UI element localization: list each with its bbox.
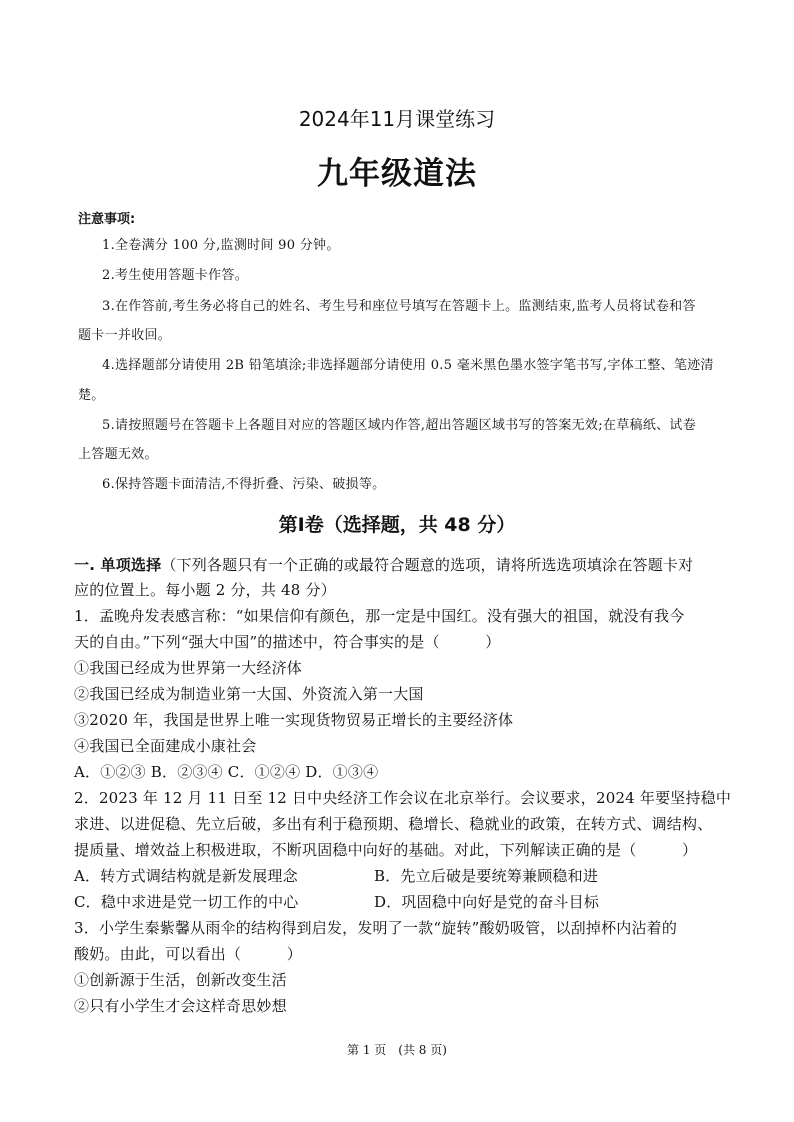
notice-line-5: 5.请按照题号在答题卡上各题目对应的答题区域内作答,超出答题区域书写的答案无效;在草稿纸、试卷 bbox=[102, 418, 697, 433]
q1-option-2: ②我国已经成为制造业第一大国、外资流入第一大国 bbox=[74, 685, 424, 703]
part1-instruction: （下列各题只有一个正确的或最符合题意的选项，请将所选选项填涂在答题卡对 bbox=[161, 556, 694, 574]
q1-option-3: ③2020 年，我国是世界上唯一实现货物贸易正增长的主要经济体 bbox=[74, 711, 514, 729]
notice-line-3-cont: 题卡一并收回。 bbox=[78, 328, 172, 343]
notice-line-1: 1.全卷满分 100 分,监测时间 90 分钟。 bbox=[102, 238, 340, 253]
q2-stem-line-3: 提质量、增效益上积极进取，不断巩固稳中向好的基础。对此，下列解读正确的是（ ） bbox=[74, 841, 698, 859]
exam-subtitle: 2024年11月课堂练习 bbox=[298, 107, 496, 131]
notice-line-6: 6.保持答题卡面清洁,不得折叠、污染、破损等。 bbox=[102, 477, 386, 492]
q1-stem-line-2: 天的自由。”下列“强大中国”的描述中，符合事实的是（ ） bbox=[74, 633, 501, 651]
section-title: 第Ⅰ卷（选择题，共 48 分） bbox=[278, 514, 516, 536]
q3-stem-line-2: 酸奶。由此，可以看出（ ） bbox=[74, 945, 303, 963]
exam-title: 九年级道法 bbox=[317, 156, 477, 192]
q3-stem-line-1: 3．小学生秦紫馨从雨伞的结构得到启发，发明了一款“旋转”酸奶吸管，以刮掉杯内沾着的 bbox=[74, 919, 678, 937]
q1-option-4: ④我国已全面建成小康社会 bbox=[74, 737, 257, 755]
q3-option-2: ②只有小学生才会这样奇思妙想 bbox=[74, 997, 287, 1015]
q1-option-1: ①我国已经成为世界第一大经济体 bbox=[74, 659, 303, 677]
part1-instruction-line-1 bbox=[74, 555, 693, 575]
part1-instruction-line-2: 应的位置上。每小题 2 分，共 48 分） bbox=[74, 581, 336, 599]
notice-line-3: 3.在作答前,考生务必将自己的姓名、考生号和座位号填写在答题卡上。监测结束,监考人员将试卷和答 bbox=[102, 299, 696, 314]
part1-heading: 一. 单项选择 bbox=[74, 556, 162, 574]
q1-stem-line-1: 1．孟晚舟发表感言称：“如果信仰有颜色，那一定是中国红。没有强大的祖国，就没有我今 bbox=[74, 607, 685, 625]
notice-line-4: 4.选择题部分请使用 2B 铅笔填涂;非选择题部分请使用 0.5 毫米黑色墨水签字笔书写,字体工整、笔迹清 bbox=[102, 358, 714, 373]
q1-choices: A．①②③ B．②③④ C．①②④ D．①③④ bbox=[74, 763, 379, 781]
notice-heading: 注意事项: bbox=[78, 212, 136, 227]
q2-choice-b: B．先立后破是要统筹兼顾稳和进 bbox=[374, 867, 599, 885]
q2-stem-line-2: 求进、以进促稳、先立后破，多出有利于稳预期、稳增长、稳就业的政策，在转方式、调结构、 bbox=[74, 815, 713, 833]
q3-option-1: ①创新源于生活，创新改变生活 bbox=[74, 971, 287, 989]
q2-stem-line-1: 2．2023 年 12 月 11 日至 12 日中央经济工作会议在北京举行。会议要求，2024 年要坚持稳中 bbox=[74, 789, 732, 807]
notice-line-2: 2.考生使用答题卡作答。 bbox=[102, 268, 249, 283]
notice-line-4-cont: 楚。 bbox=[78, 388, 105, 403]
q2-choice-d: D．巩固稳中向好是党的奋斗目标 bbox=[374, 893, 600, 911]
notice-line-5-cont: 上答题无效。 bbox=[78, 447, 158, 462]
q2-choice-c: C．稳中求进是党一切工作的中心 bbox=[74, 893, 299, 911]
q2-choice-a: A．转方式调结构就是新发展理念 bbox=[74, 867, 298, 885]
page-footer: 第 1 页 (共 8 页) bbox=[347, 1043, 447, 1057]
